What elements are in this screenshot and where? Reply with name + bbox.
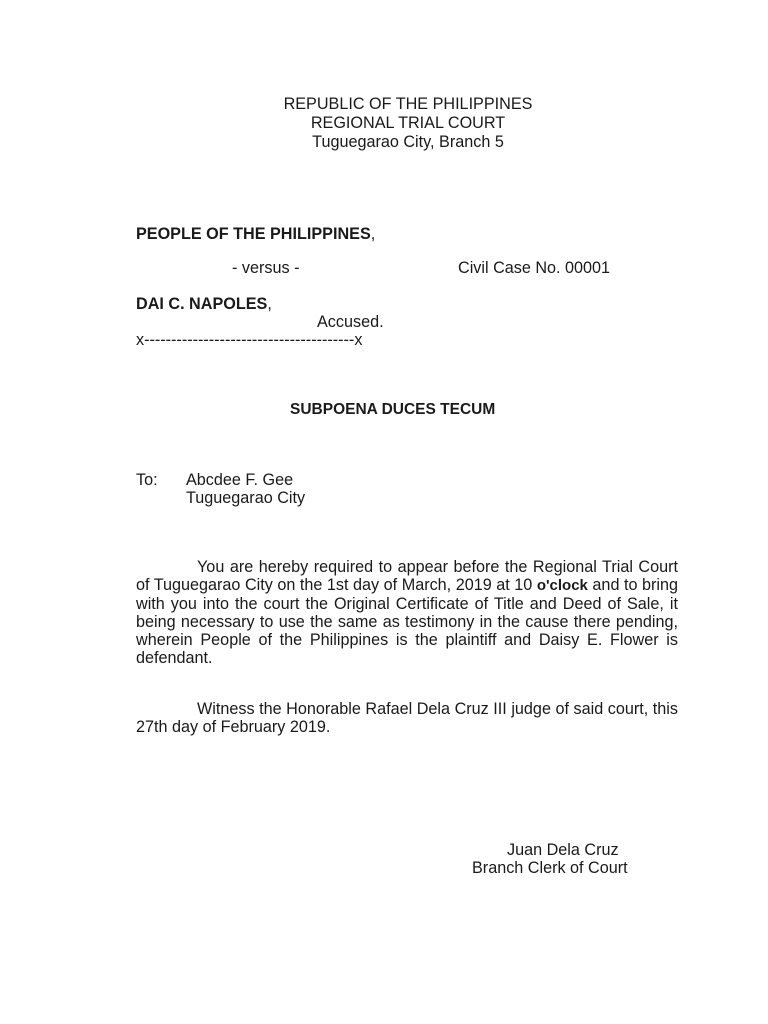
paragraph1-text-start: You are hereby required to appear before the Regional Trial Court of Tuguegarao City on the 1st day of March, 2019 at 10 bbox=[136, 558, 678, 594]
accused-name: DAI C. NAPOLES bbox=[136, 295, 268, 313]
body-paragraph-2 bbox=[136, 700, 678, 736]
to-label: To: bbox=[136, 471, 158, 489]
header-branch: Tuguegarao City, Branch 5 bbox=[312, 133, 504, 151]
accused-line bbox=[136, 295, 272, 313]
paragraph1-oclock: o'clock bbox=[536, 577, 588, 594]
court-header bbox=[0, 95, 768, 152]
addressee-city: Tuguegarao City bbox=[186, 489, 306, 507]
paragraph1-text-end: and to bring with you into the court the Original Certificate of Title and Deed of Sale, it being necessary to use the same as testimony in the cause there pending, wherein People of the Philippines is the plaintiff and Daisy E. Flower is defendant. bbox=[136, 576, 678, 667]
plaintiff-name: PEOPLE OF THE PHILIPPINES bbox=[136, 225, 371, 243]
versus-label: - versus - bbox=[232, 259, 300, 277]
accused-label: Accused. bbox=[317, 313, 384, 331]
signatory-title: Branch Clerk of Court bbox=[472, 859, 628, 877]
document-title: SUBPOENA DUCES TECUM bbox=[290, 401, 496, 418]
body-paragraph-1 bbox=[136, 558, 678, 667]
caption-separator: x---------------------------------------x bbox=[136, 331, 363, 349]
header-court: REGIONAL TRIAL COURT bbox=[310, 114, 506, 132]
case-number: Civil Case No. 00001 bbox=[458, 259, 611, 277]
addressee-name: Abcdee F. Gee bbox=[186, 471, 294, 489]
accused-comma: , bbox=[267, 295, 272, 313]
plaintiff-line bbox=[136, 225, 375, 243]
plaintiff-comma: , bbox=[370, 225, 376, 243]
header-republic: REPUBLIC OF THE PHILIPPINES bbox=[283, 95, 533, 113]
paragraph2-text: Witness the Honorable Rafael Dela Cruz III judge of said court, this 27th day of February 2019. bbox=[136, 700, 678, 736]
signatory-name: Juan Dela Cruz bbox=[507, 841, 619, 859]
